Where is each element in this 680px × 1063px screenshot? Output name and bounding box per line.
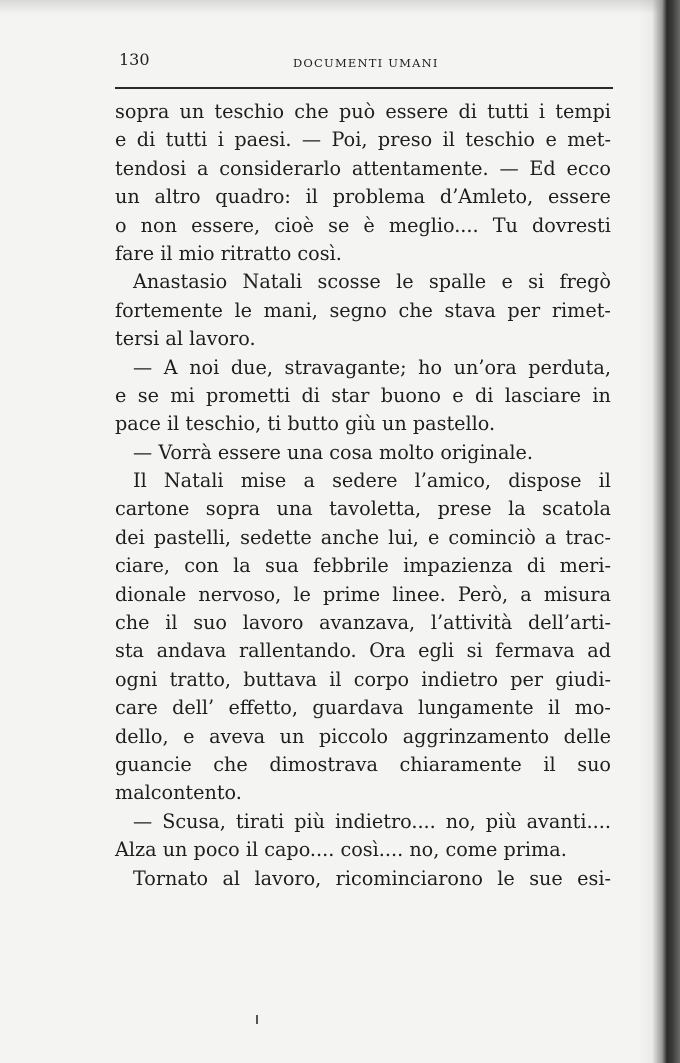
word: ecco	[566, 156, 611, 180]
word: tempi	[555, 100, 611, 123]
word: dello,	[115, 724, 169, 748]
word: a	[520, 582, 532, 606]
text-line	[115, 836, 611, 864]
word: se	[137, 383, 159, 407]
text-line	[115, 581, 611, 609]
text-line	[115, 723, 611, 751]
word: rimet-	[551, 298, 611, 322]
word: il	[329, 667, 342, 691]
text-line	[115, 325, 611, 353]
word: mio	[178, 241, 215, 265]
word: meri-	[559, 554, 611, 578]
word: sopra	[115, 100, 170, 123]
word: sedere	[332, 469, 398, 493]
word: cioè	[274, 213, 314, 237]
word: scatola	[542, 497, 611, 521]
word: prometti	[205, 383, 291, 407]
word: avanzava,	[319, 611, 416, 635]
word: ricominciarono	[335, 866, 483, 890]
word: lavoro.	[189, 327, 256, 351]
page-binding-edge	[638, 0, 680, 1063]
text-line	[115, 637, 611, 665]
word: teschio,	[185, 412, 262, 436]
word: e	[115, 128, 127, 152]
word: di	[526, 554, 546, 578]
word: mo-	[574, 696, 611, 720]
word: mani,	[263, 298, 318, 322]
word: il	[165, 611, 178, 635]
word: sue	[529, 866, 563, 890]
word: di	[136, 128, 156, 152]
word: —	[499, 156, 519, 180]
word: giù	[345, 412, 376, 436]
word: dell’	[172, 696, 215, 720]
word: tutti	[165, 128, 208, 152]
word: più	[485, 809, 517, 833]
word: Ora	[369, 639, 406, 663]
word: dei	[115, 525, 145, 549]
word: star	[331, 383, 370, 407]
word: capo....	[264, 838, 335, 862]
text-line	[115, 666, 611, 694]
word: al	[222, 866, 241, 890]
word: care	[115, 696, 158, 720]
word: prima.	[503, 838, 567, 862]
word: ciare,	[115, 554, 170, 578]
word: l’amico,	[414, 469, 492, 493]
word: malcontento.	[115, 781, 242, 805]
text-line	[115, 751, 611, 779]
word: essere	[385, 100, 449, 123]
word: come	[445, 838, 498, 862]
header-rule	[115, 87, 613, 89]
word: fregò	[559, 270, 611, 294]
word: tratto,	[169, 667, 231, 691]
word: attentamente.	[351, 156, 489, 180]
word: esi-	[577, 866, 611, 890]
word: giudi-	[555, 667, 611, 691]
word: Poi,	[331, 128, 368, 152]
word: pastello.	[412, 412, 496, 436]
word: Anastasio	[133, 270, 228, 294]
word: tendosi	[115, 156, 187, 180]
page-number: 130	[119, 50, 150, 69]
word: il	[166, 412, 180, 436]
word: A	[163, 355, 178, 379]
word: in	[592, 383, 611, 407]
word: considerarlo	[219, 156, 342, 180]
text-line	[115, 155, 611, 183]
word: Però,	[457, 582, 509, 606]
word: essere	[547, 185, 611, 209]
text-line	[115, 439, 611, 467]
word: prime	[322, 582, 381, 606]
word: il	[442, 128, 455, 152]
word: buttava	[243, 667, 317, 691]
word: met-	[567, 128, 611, 152]
word: il	[305, 185, 318, 209]
word: teschio	[465, 128, 535, 152]
word: lavoro	[242, 611, 304, 635]
word: sopra	[205, 497, 261, 521]
word: problema	[332, 185, 426, 209]
word: no,	[445, 809, 476, 833]
word: lui,	[388, 525, 419, 549]
word: e	[545, 128, 557, 152]
word: con	[184, 554, 219, 578]
word: lungamente	[418, 696, 534, 720]
word: una	[286, 440, 324, 464]
word: il	[543, 752, 556, 776]
word: che	[294, 100, 329, 123]
word: sta	[115, 639, 144, 663]
word: i	[538, 100, 546, 123]
word: di	[474, 383, 494, 407]
word: segno	[329, 298, 387, 322]
word: ritratto	[220, 241, 292, 265]
word: a	[197, 156, 209, 180]
word: più	[294, 809, 325, 833]
page-top-shadow	[0, 0, 680, 14]
text-line	[115, 808, 611, 836]
word: dovresti	[531, 213, 611, 237]
word: avanti....	[526, 809, 611, 833]
word: mise	[240, 469, 287, 493]
word: il	[160, 241, 173, 265]
text-line	[115, 694, 611, 722]
word: dionale	[115, 582, 187, 606]
word: che	[115, 611, 150, 635]
word: spalle	[428, 270, 487, 294]
word: tavoletta,	[329, 497, 422, 521]
text-line	[115, 98, 611, 126]
word: Alza	[115, 838, 157, 862]
text-line	[115, 552, 611, 580]
word: prese	[437, 497, 492, 521]
word: un’ora	[453, 355, 517, 379]
word: essere,	[191, 213, 261, 237]
word: dell’arti-	[528, 611, 611, 635]
word: stravagante;	[284, 355, 407, 379]
word: dimostrava	[269, 752, 378, 776]
word: —	[133, 440, 153, 464]
word: molto	[379, 440, 435, 464]
word: ti	[267, 412, 282, 436]
print-mark	[256, 1015, 258, 1024]
word: anche	[320, 525, 380, 549]
word: la	[233, 554, 251, 578]
text-line	[115, 212, 611, 240]
word: linee.	[392, 582, 446, 606]
word: i	[217, 128, 224, 152]
word: Scusa,	[162, 809, 226, 833]
word: no,	[409, 838, 440, 862]
word: il	[598, 469, 611, 493]
word: che	[213, 752, 248, 776]
text-line	[115, 609, 611, 637]
word: preso	[377, 128, 433, 152]
word: e	[501, 270, 513, 294]
word: un	[279, 724, 305, 748]
word: Natali	[163, 469, 224, 493]
word: è	[363, 213, 375, 237]
word: Natali	[242, 270, 303, 294]
word: fortemente	[115, 298, 223, 322]
word: può	[338, 100, 376, 123]
text-line	[115, 467, 611, 495]
text-line	[115, 183, 611, 211]
word: butto	[287, 412, 339, 436]
word: fermava	[495, 639, 575, 663]
word: e	[452, 383, 464, 407]
word: un	[179, 100, 205, 123]
word: rallentando.	[238, 639, 357, 663]
word: teschio	[214, 100, 285, 123]
word: un	[162, 838, 188, 862]
word: —	[133, 355, 153, 379]
word: Tu	[492, 213, 518, 237]
word: —	[133, 809, 153, 833]
text-line	[115, 865, 611, 893]
word: poco	[193, 838, 240, 862]
text-line	[115, 240, 611, 268]
word: le	[234, 298, 252, 322]
word: la	[508, 497, 526, 521]
word: cartone	[115, 497, 190, 521]
word: misura	[543, 582, 611, 606]
word: il	[245, 838, 259, 862]
word: così.	[297, 241, 342, 265]
text-line	[115, 495, 611, 523]
word: ogni	[115, 667, 158, 691]
word: egli	[418, 639, 455, 663]
word: corpo	[353, 667, 410, 691]
word: noi	[189, 355, 220, 379]
word: Vorrà	[158, 440, 212, 464]
word: pastelli,	[153, 525, 232, 549]
page-header	[115, 48, 613, 76]
running-title: DOCUMENTI UMANI	[293, 56, 439, 70]
word: scosse	[317, 270, 381, 294]
text-line	[115, 524, 611, 552]
word: si	[528, 270, 545, 294]
word: cosa	[329, 440, 373, 464]
word: trac-	[565, 525, 611, 549]
word: le	[497, 866, 515, 890]
word: piccolo	[318, 724, 389, 748]
word: buono	[380, 383, 441, 407]
word: aggrinzamento	[402, 724, 550, 748]
word: due,	[230, 355, 273, 379]
word: pace	[115, 412, 161, 436]
word: una	[276, 497, 313, 521]
word: quadro:	[215, 185, 291, 209]
word: lavoro,	[254, 866, 322, 890]
word: se	[328, 213, 350, 237]
word: guardava	[312, 696, 404, 720]
word: suo	[577, 752, 611, 776]
word: paesi.	[234, 128, 292, 152]
word: nervoso,	[198, 582, 282, 606]
word: un	[382, 412, 407, 436]
word: effetto,	[228, 696, 298, 720]
word: dispose	[508, 469, 582, 493]
word: al	[165, 327, 183, 351]
word: non	[140, 213, 177, 237]
word: si	[466, 639, 483, 663]
word: e	[183, 724, 195, 748]
word: altro	[154, 185, 201, 209]
word: fare	[115, 241, 155, 265]
text-line	[115, 779, 611, 807]
word: o	[115, 213, 127, 237]
word: meglio....	[388, 213, 479, 237]
word: indietro	[421, 667, 499, 691]
word: per	[507, 298, 541, 322]
word: Ed	[529, 156, 556, 180]
word: e	[427, 525, 440, 549]
word: impazienza	[403, 554, 513, 578]
word: tutti	[487, 100, 529, 123]
word: ad	[587, 639, 611, 663]
word: l’attività	[430, 611, 513, 635]
word: andava	[156, 639, 227, 663]
word: a	[544, 525, 557, 549]
word: cominciò	[448, 525, 536, 549]
word: delle	[563, 724, 611, 748]
word: d’Amleto,	[439, 185, 534, 209]
word: perduta,	[528, 355, 611, 379]
word: le	[293, 582, 311, 606]
word: che	[398, 298, 433, 322]
word: di	[301, 383, 320, 407]
text-line	[115, 297, 611, 325]
word: per	[510, 667, 544, 691]
word: mi	[170, 383, 195, 407]
word: tirati	[235, 809, 285, 833]
word: Il	[133, 469, 147, 493]
word: tersi	[115, 327, 160, 351]
word: lasciare	[504, 383, 582, 407]
word: suo	[193, 611, 227, 635]
word: e	[115, 383, 127, 407]
word: guancie	[115, 752, 192, 776]
word: di	[458, 100, 477, 123]
text-line	[115, 410, 611, 438]
word: —	[301, 128, 322, 152]
text-line	[115, 126, 611, 154]
word: sua	[265, 554, 299, 578]
word: stava	[444, 298, 496, 322]
text-line	[115, 354, 611, 382]
word: indietro....	[334, 809, 436, 833]
word: essere	[217, 440, 281, 464]
word: chiaramente	[399, 752, 522, 776]
word: ho	[418, 355, 443, 379]
word: aveva	[209, 724, 266, 748]
text-line	[115, 382, 611, 410]
word: un	[115, 185, 140, 209]
word: febbrile	[312, 554, 389, 578]
word: sedette	[240, 525, 312, 549]
word: le	[396, 270, 414, 294]
word: il	[548, 696, 561, 720]
word: a	[303, 469, 315, 493]
body-text	[115, 98, 611, 893]
text-line	[115, 268, 611, 296]
word: originale.	[440, 440, 533, 464]
word: Tornato	[133, 866, 209, 890]
word: così....	[340, 838, 404, 862]
